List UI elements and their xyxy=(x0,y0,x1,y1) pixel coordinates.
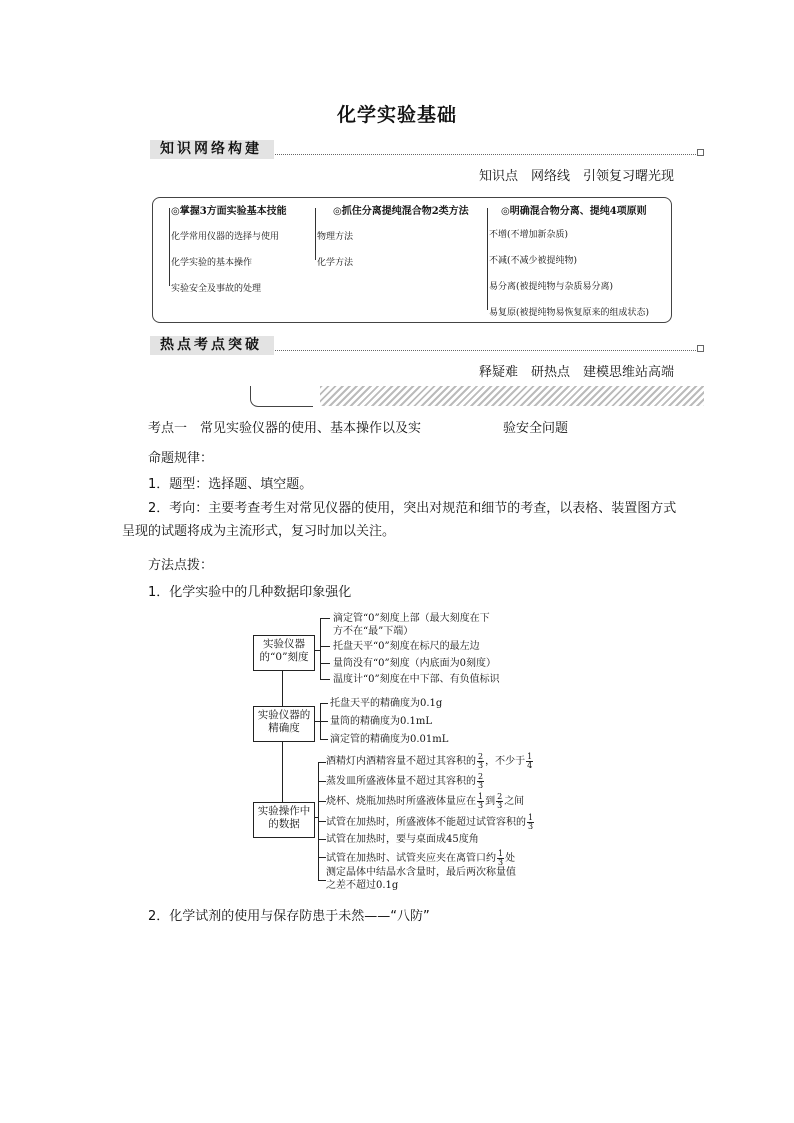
branch-tick xyxy=(318,857,326,858)
branch-tick xyxy=(320,679,330,680)
mindmap-item: 量筒没有“0”刻度（内底面为0刻度） xyxy=(333,658,496,669)
frac-den: 3 xyxy=(498,858,504,867)
frac-den: 3 xyxy=(478,761,484,770)
mindmap-item-evaporating-dish xyxy=(326,773,485,790)
mindmap-item-test-tube-volume xyxy=(326,814,535,831)
mindmap-item-beaker xyxy=(326,793,524,810)
mindmap-item-test-tube-angle: 试管在加热时，要与桌面成45度角 xyxy=(326,834,479,845)
network-col3-item: 易分离(被提纯物与杂质易分离) xyxy=(489,282,614,292)
mindmap-trunk xyxy=(282,670,283,706)
branch-spine xyxy=(320,618,321,680)
mindmap-item: 温度计“0”刻度在中下部、有负值标识 xyxy=(333,674,500,685)
frac-num: 1 xyxy=(498,849,504,858)
mindmap-item: 方不在“最”下端） xyxy=(333,626,414,637)
network-col1-item: 化学实验的基本操作 xyxy=(171,258,253,268)
network-col1-header: ◎掌握3方面实验基本技能 xyxy=(171,206,287,217)
branch-tick xyxy=(320,618,330,619)
fraction-one-third xyxy=(527,814,534,831)
section-tagline: 知识点 网络线 引领复习曙光现 xyxy=(478,169,674,184)
heading-2: 2．化学试剂的使用与保存防患于未然——“八防” xyxy=(148,909,430,924)
fraction-two-thirds xyxy=(496,793,503,810)
branch-tick xyxy=(320,721,328,722)
branch-tick xyxy=(320,663,330,664)
paragraph-1: 1．题型：选择题、填空题。 xyxy=(148,477,313,492)
mindmap-item: 托盘天平的精确度为0.1g xyxy=(330,698,443,709)
section-tagline: 释疑难 研热点 建模思维站高端 xyxy=(478,365,674,380)
item-text: 试管在加热时，所盛液体不能超过试管容积的 xyxy=(326,817,526,828)
frac-den: 3 xyxy=(478,781,484,790)
frac-den: 3 xyxy=(497,801,503,810)
fraction-one-third xyxy=(477,793,484,810)
kaodian-title-part1: 考点一 常见实验仪器的使用、基本操作以及实 xyxy=(148,421,422,436)
network-col3-item: 易复原(被提纯物易恢复原来的组成状态) xyxy=(489,308,650,318)
kaodian-title-part2: 验安全问题 xyxy=(503,421,569,436)
fraction-one-third xyxy=(497,850,504,867)
network-col1-item: 化学常用仪器的选择与使用 xyxy=(171,232,280,242)
frac-num: 1 xyxy=(528,813,534,822)
frac-den: 3 xyxy=(528,822,534,831)
item-text: 烧杯、烧瓶加热时所盛液体量应在 xyxy=(326,796,476,807)
fraction-one-fourth xyxy=(526,753,533,770)
frac-den: 4 xyxy=(527,761,533,770)
frac-num: 1 xyxy=(527,752,533,761)
network-col2-item: 化学方法 xyxy=(317,258,354,268)
branch-tick xyxy=(320,703,328,704)
paragraph-2: 2．考向：主要考查考生对常见仪器的使用，突出对规范和细节的考查，以表格、装置图方式呈现的试题将成为主流形式，复习时加以关注。 xyxy=(122,501,677,539)
mindmap-item-crystal-water-cont: 之差不超过0.1g xyxy=(326,880,399,891)
mindmap-item-test-tube-clamp xyxy=(326,850,515,867)
network-col3-item: 不增(不增加新杂质) xyxy=(489,230,569,240)
mindmap-item-alcohol-lamp xyxy=(326,753,534,770)
item-text: 试管在加热时、试管夹应夹在离管口约 xyxy=(326,853,496,864)
frac-num: 2 xyxy=(478,772,484,781)
mindmap-item: 量筒的精确度为0.1mL xyxy=(330,716,433,727)
item-text: 到 xyxy=(485,796,496,807)
item-text: 处 xyxy=(505,853,516,864)
section-label: 知识网络构建 xyxy=(150,140,274,159)
fraction-two-thirds xyxy=(477,753,484,770)
mingti-label: 命题规律： xyxy=(148,451,214,466)
branch-tick xyxy=(320,739,328,740)
frac-num: 1 xyxy=(478,792,484,801)
branch-tick xyxy=(318,880,326,881)
heading-1: 1．化学实验中的几种数据印象强化 xyxy=(148,585,352,600)
network-col3-header: ◎明确混合物分离、提纯4项原则 xyxy=(501,206,647,217)
item-text: 蒸发皿所盛液体量不超过其容积的 xyxy=(326,776,476,787)
item-text: ，不少于 xyxy=(485,756,526,767)
mindmap-item: 滴定管的精确度为0.01mL xyxy=(330,734,449,745)
mindmap-box-zero-scale: 实验仪器的“0”刻度 xyxy=(253,635,315,671)
branch-tick xyxy=(318,801,326,802)
mindmap-item: 滴定管“0”刻度上部（最大刻度在下 xyxy=(333,613,490,624)
network-col2-header: ◎抓住分离提纯混合物2类方法 xyxy=(333,206,469,217)
branch-tick xyxy=(318,821,326,822)
mindmap-trunk xyxy=(282,741,283,802)
frac-num: 2 xyxy=(497,792,503,801)
section-label: 热点考点突破 xyxy=(150,336,274,355)
branch-tick xyxy=(318,762,326,763)
branch-tick xyxy=(320,646,330,647)
mindmap-box-operation: 实验操作中的数据 xyxy=(253,802,315,838)
network-col2-item: 物理方法 xyxy=(317,232,354,242)
item-text: 之间 xyxy=(504,796,525,807)
frac-num: 2 xyxy=(478,752,484,761)
item-text: 酒精灯内酒精容量不超过其容积的 xyxy=(326,756,476,767)
network-col3-item: 不减(不减少被提纯物) xyxy=(489,256,578,266)
fangfa-label: 方法点拨： xyxy=(148,558,214,573)
fraction-two-thirds xyxy=(477,773,484,790)
branch-tick xyxy=(318,839,326,840)
network-col1-item: 实验安全及事故的处理 xyxy=(171,284,262,294)
branch-tick xyxy=(318,781,326,782)
mindmap-item-crystal-water: 测定晶体中结晶水含量时，最后两次称量值 xyxy=(326,867,516,878)
page-title: 化学实验基础 xyxy=(336,104,457,126)
mindmap-item: 托盘天平“0”刻度在标尺的最左边 xyxy=(333,641,480,652)
mindmap-box-precision: 实验仪器的精确度 xyxy=(253,706,315,742)
frac-den: 3 xyxy=(478,801,484,810)
